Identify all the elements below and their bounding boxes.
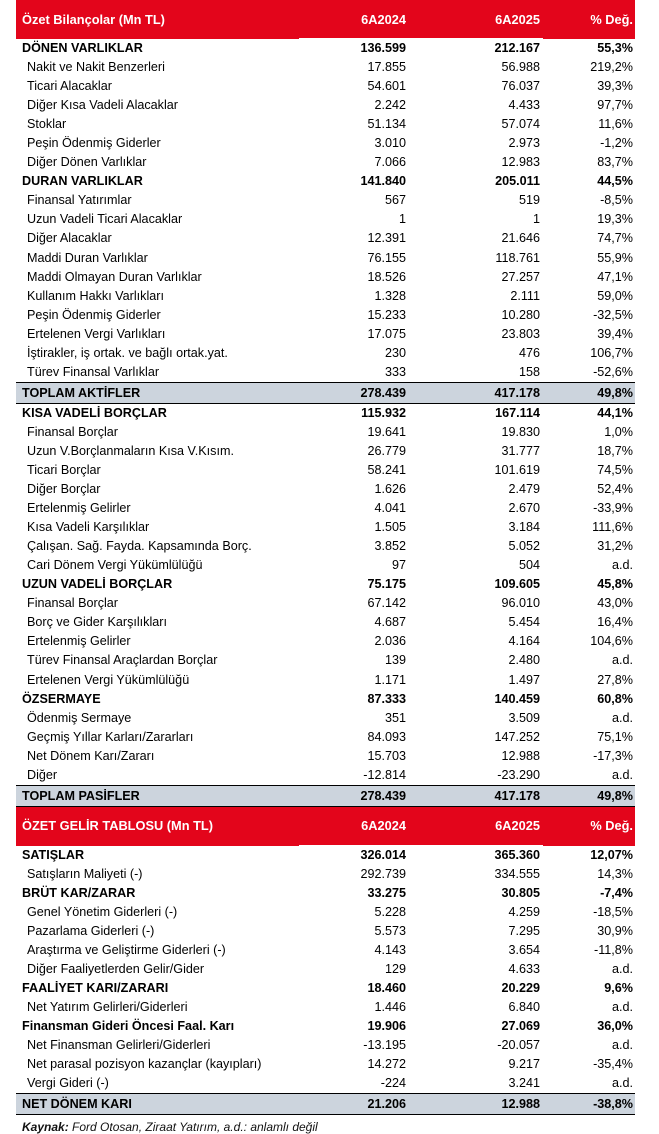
row-label: Kısa Vadeli Karşılıklar xyxy=(27,520,150,535)
row-label: KISA VADELİ BORÇLAR xyxy=(22,405,167,420)
row-value-2: 147.252 xyxy=(494,729,540,744)
row-value-1: 1.171 xyxy=(374,672,406,687)
row-value-2: 3.241 xyxy=(508,1076,540,1091)
row-value-1: 19.906 xyxy=(367,1019,406,1034)
row-value-3: 19,3% xyxy=(597,212,633,227)
row-value-3: a.d. xyxy=(611,1076,633,1091)
table-row xyxy=(16,306,635,325)
row-value-3: 83,7% xyxy=(597,155,633,170)
row-value-3: -17,3% xyxy=(593,748,633,763)
table-row xyxy=(16,115,635,134)
row-value-1: 84.093 xyxy=(367,729,406,744)
row-value-2: 21.646 xyxy=(501,231,540,246)
row-value-1: 141.840 xyxy=(360,174,406,189)
row-value-3: 45,8% xyxy=(597,577,633,592)
row-value-3: 44,1% xyxy=(597,405,633,420)
row-value-3: 104,6% xyxy=(590,634,633,649)
balance-sheet-col1-header: 6A2024 xyxy=(299,0,409,39)
row-label: Pazarlama Giderleri (-) xyxy=(27,923,155,938)
row-value-1: 1.505 xyxy=(374,520,406,535)
row-value-3: a.d. xyxy=(611,962,633,977)
table-row xyxy=(16,594,635,613)
row-value-2: 101.619 xyxy=(494,462,540,477)
row-label: Diğer Borçlar xyxy=(27,482,101,497)
row-value-1: 2.036 xyxy=(374,634,406,649)
row-value-2: -20.057 xyxy=(497,1038,540,1053)
row-value-1: -12.814 xyxy=(363,767,406,782)
row-label: Geçmiş Yıllar Karları/Zararları xyxy=(27,729,194,744)
row-value-1: 136.599 xyxy=(360,41,406,55)
row-value-3: 30,9% xyxy=(597,923,633,938)
row-label: Finansal Borçlar xyxy=(27,596,118,611)
row-label: Ertelenmiş Gelirler xyxy=(27,501,131,516)
row-value-2: 12.988 xyxy=(501,748,540,763)
row-label: Ödenmiş Sermaye xyxy=(27,710,132,725)
table-row xyxy=(16,77,635,96)
row-value-1: 5.573 xyxy=(374,923,406,938)
row-value-2: 30.805 xyxy=(501,885,540,900)
row-value-2: 19.830 xyxy=(501,424,540,439)
row-label: Uzun V.Borçlanmaların Kısa V.Kısım. xyxy=(27,443,234,458)
row-value-3: -32,5% xyxy=(593,307,633,322)
row-value-2: 1.497 xyxy=(508,672,540,687)
income-statement-col2-header: 6A2025 xyxy=(409,807,543,846)
table-row xyxy=(16,884,635,903)
row-label: Nakit ve Nakit Benzerleri xyxy=(27,60,165,75)
row-value-2: 56.988 xyxy=(501,60,540,75)
row-label: Cari Dönem Vergi Yükümlülüğü xyxy=(27,558,203,573)
table-row xyxy=(16,747,635,766)
row-label: Diğer Dönen Varlıklar xyxy=(27,155,147,170)
table-row xyxy=(16,518,635,537)
row-label: Diğer Faaliyetlerden Gelir/Gider xyxy=(27,962,205,977)
row-value-1: 326.014 xyxy=(360,847,406,862)
row-value-2: 4.433 xyxy=(508,98,540,113)
row-value-1: 58.241 xyxy=(367,462,406,477)
row-label: Diğer xyxy=(27,767,58,782)
row-value-2: 23.803 xyxy=(501,326,540,341)
table-row xyxy=(16,461,635,480)
row-label: Net Yatırım Gelirleri/Giderleri xyxy=(27,1000,188,1015)
row-value-3: 14,3% xyxy=(597,866,633,881)
row-value-3: a.d. xyxy=(611,767,633,782)
row-label: TOPLAM AKTİFLER xyxy=(16,382,299,403)
income-statement-col3-header: % Değ. xyxy=(543,807,635,846)
row-value-1: 3.010 xyxy=(374,136,406,151)
row-value-1: 15.703 xyxy=(367,748,406,763)
income-statement-header-row xyxy=(16,807,635,846)
row-value-3: 1,0% xyxy=(604,424,633,439)
row-value-1: 75.175 xyxy=(367,577,406,592)
row-value-1: -13.195 xyxy=(363,1038,406,1053)
row-value-3: -35,4% xyxy=(593,1057,633,1072)
income-statement-body xyxy=(16,807,635,1115)
row-label: Net Finansman Gelirleri/Giderleri xyxy=(27,1038,211,1053)
row-label: Diğer Alacaklar xyxy=(27,231,112,246)
row-value-3: 43,0% xyxy=(597,596,633,611)
row-label: DÖNEN VARLIKLAR xyxy=(22,41,143,55)
row-value-3: 55,9% xyxy=(597,250,633,265)
row-value-1: -224 xyxy=(380,1076,406,1091)
row-value-2: 4.259 xyxy=(508,904,540,919)
row-value-2: 27.069 xyxy=(501,1019,540,1034)
table-row xyxy=(16,480,635,499)
row-value-3: 219,2% xyxy=(590,60,633,75)
row-value-3: 36,0% xyxy=(597,1019,633,1034)
row-value-3: 47,1% xyxy=(597,269,633,284)
row-value-3: 52,4% xyxy=(597,482,633,497)
row-value-2: -23.290 xyxy=(497,767,540,782)
row-value-3: a.d. xyxy=(611,710,633,725)
row-value-3: 60,8% xyxy=(597,691,633,706)
row-value-1: 4.041 xyxy=(374,501,406,516)
table-row xyxy=(16,1036,635,1055)
row-value-2: 1 xyxy=(532,212,540,227)
row-label: Stoklar xyxy=(27,117,67,132)
row-value-3: 18,7% xyxy=(597,443,633,458)
table-row xyxy=(16,537,635,556)
row-label: Maddi Duran Varlıklar xyxy=(27,250,148,265)
row-value-3: 106,7% xyxy=(590,345,633,360)
row-value-3: 12,07% xyxy=(590,847,633,862)
row-value-1: 54.601 xyxy=(367,79,406,94)
table-row xyxy=(16,268,635,287)
row-value-1: 230 xyxy=(384,345,406,360)
row-value-3: -38,8% xyxy=(543,1094,635,1115)
table-row xyxy=(16,325,635,344)
row-label: Net Dönem Karı/Zararı xyxy=(27,748,155,763)
row-value-2: 118.761 xyxy=(495,250,540,265)
table-row xyxy=(16,172,635,191)
income-statement-title: ÖZET GELİR TABLOSU (Mn TL) xyxy=(16,807,299,846)
table-row xyxy=(16,382,635,403)
table-row xyxy=(16,210,635,229)
row-label: Finansal Yatırımlar xyxy=(27,193,132,208)
row-value-2: 109.605 xyxy=(494,577,540,592)
row-value-1: 26.779 xyxy=(367,443,406,458)
balance-sheet-title: Özet Bilançolar (Mn TL) xyxy=(16,0,299,39)
row-value-2: 365.360 xyxy=(494,847,540,862)
table-row xyxy=(16,575,635,594)
balance-sheet-col2-header: 6A2025 xyxy=(409,0,543,39)
source-prefix: Kaynak: xyxy=(22,1120,69,1134)
table-row xyxy=(16,1055,635,1074)
table-row xyxy=(16,766,635,786)
table-row xyxy=(16,229,635,248)
table-row xyxy=(16,39,635,58)
table-row xyxy=(16,403,635,423)
table-row xyxy=(16,865,635,884)
row-value-2: 76.037 xyxy=(501,79,540,94)
row-value-2: 2.973 xyxy=(508,136,540,151)
table-row xyxy=(16,363,635,383)
row-value-1: 15.233 xyxy=(367,307,406,322)
source-note xyxy=(16,1120,635,1134)
balance-sheet-col3-header: % Değ. xyxy=(543,0,635,39)
row-label: Ertelenmiş Gelirler xyxy=(27,634,131,649)
row-label: Çalışan. Sağ. Fayda. Kapsamında Borç. xyxy=(27,539,252,554)
row-value-2: 212.167 xyxy=(494,41,540,55)
row-value-2: 140.459 xyxy=(494,691,540,706)
table-row xyxy=(16,728,635,747)
row-label: Uzun Vadeli Ticari Alacaklar xyxy=(27,212,183,227)
row-value-1: 97 xyxy=(391,558,406,573)
row-value-3: 39,3% xyxy=(597,79,633,94)
row-value-1: 17.075 xyxy=(367,326,406,341)
row-value-1: 351 xyxy=(384,710,406,725)
row-value-2: 334.555 xyxy=(494,866,540,881)
row-value-2: 20.229 xyxy=(501,981,540,996)
row-value-3: -8,5% xyxy=(600,193,633,208)
table-row xyxy=(16,1074,635,1094)
row-value-2: 31.777 xyxy=(501,443,540,458)
row-label: Ticari Alacaklar xyxy=(27,79,112,94)
row-label: Satışların Maliyeti (-) xyxy=(27,866,143,881)
row-value-3: -18,5% xyxy=(593,904,633,919)
income-statement-table xyxy=(16,807,635,1116)
table-row xyxy=(16,344,635,363)
row-value-2: 27.257 xyxy=(501,269,540,284)
row-value-3: a.d. xyxy=(611,558,633,573)
row-value-1: 18.460 xyxy=(367,981,406,996)
table-row xyxy=(16,709,635,728)
table-row xyxy=(16,134,635,153)
row-value-2: 417.178 xyxy=(409,785,543,806)
table-row xyxy=(16,499,635,518)
row-value-2: 2.479 xyxy=(508,482,540,497)
row-label: ÖZSERMAYE xyxy=(22,691,101,706)
row-value-1: 67.142 xyxy=(367,596,406,611)
row-value-1: 278.439 xyxy=(299,785,409,806)
row-label: Genel Yönetim Giderleri (-) xyxy=(27,904,178,919)
row-value-1: 1.626 xyxy=(374,482,406,497)
row-label: NET DÖNEM KARI xyxy=(16,1094,299,1115)
row-label: Ticari Borçlar xyxy=(27,462,101,477)
row-value-1: 292.739 xyxy=(360,866,406,881)
row-value-2: 2.480 xyxy=(508,653,540,668)
row-label: Net parasal pozisyon kazançlar (kayıpları) xyxy=(27,1057,262,1072)
row-value-1: 1.446 xyxy=(374,1000,406,1015)
table-row xyxy=(16,1094,635,1115)
row-value-3: a.d. xyxy=(611,1038,633,1053)
row-value-3: -52,6% xyxy=(593,364,633,379)
table-row xyxy=(16,613,635,632)
row-value-3: -7,4% xyxy=(600,885,633,900)
row-value-1: 7.066 xyxy=(374,155,406,170)
row-value-1: 4.143 xyxy=(374,943,406,958)
table-row xyxy=(16,651,635,670)
row-label: Türev Finansal Araçlardan Borçlar xyxy=(27,653,218,668)
table-row xyxy=(16,979,635,998)
row-value-1: 76.155 xyxy=(367,250,406,265)
row-value-1: 51.134 xyxy=(367,117,406,132)
row-label: Borç ve Gider Karşılıkları xyxy=(27,615,167,630)
row-value-2: 4.164 xyxy=(508,634,540,649)
row-value-2: 12.983 xyxy=(501,155,540,170)
table-row xyxy=(16,58,635,77)
table-row xyxy=(16,846,635,865)
row-value-1: 4.687 xyxy=(374,615,406,630)
row-value-1: 2.242 xyxy=(374,98,406,113)
row-label: Maddi Olmayan Duran Varlıklar xyxy=(27,269,202,284)
row-value-2: 417.178 xyxy=(409,382,543,403)
row-value-1: 1 xyxy=(398,212,406,227)
row-value-3: a.d. xyxy=(611,653,633,668)
row-value-3: 16,4% xyxy=(597,615,633,630)
row-value-2: 5.454 xyxy=(508,615,540,630)
income-statement-col1-header: 6A2024 xyxy=(299,807,409,846)
row-value-2: 57.074 xyxy=(501,117,540,132)
row-label: Finansman Gideri Öncesi Faal. Karı xyxy=(22,1019,235,1034)
row-value-1: 17.855 xyxy=(367,60,406,75)
row-value-3: 49,8% xyxy=(543,785,635,806)
row-value-3: -33,9% xyxy=(593,501,633,516)
row-label: Diğer Kısa Vadeli Alacaklar xyxy=(27,98,178,113)
row-label: FAALİYET KARI/ZARARI xyxy=(22,981,169,996)
row-value-2: 2.670 xyxy=(508,501,540,516)
row-value-3: 111,6% xyxy=(592,520,633,535)
row-value-1: 18.526 xyxy=(367,269,406,284)
row-value-1: 139 xyxy=(384,653,406,668)
row-value-2: 5.052 xyxy=(508,539,540,554)
row-value-1: 1.328 xyxy=(374,288,406,303)
row-value-2: 504 xyxy=(518,558,540,573)
table-row xyxy=(16,191,635,210)
table-row xyxy=(16,998,635,1017)
row-label: Peşin Ödenmiş Giderler xyxy=(27,307,161,322)
table-row xyxy=(16,690,635,709)
row-label: Peşin Ödenmiş Giderler xyxy=(27,136,161,151)
row-value-3: -1,2% xyxy=(600,136,633,151)
row-label: BRÜT KAR/ZARAR xyxy=(22,885,136,900)
row-value-2: 7.295 xyxy=(508,923,540,938)
row-label: Ertelenen Vergi Varlıkları xyxy=(27,326,166,341)
row-value-3: 55,3% xyxy=(597,41,633,55)
row-value-3: 49,8% xyxy=(543,382,635,403)
table-row xyxy=(16,153,635,172)
row-value-3: 97,7% xyxy=(597,98,633,113)
row-value-2: 3.654 xyxy=(508,943,540,958)
row-value-2: 10.280 xyxy=(501,307,540,322)
balance-sheet-header-row xyxy=(16,0,635,39)
row-value-1: 5.228 xyxy=(374,904,406,919)
row-value-1: 115.932 xyxy=(361,405,406,420)
row-value-1: 87.333 xyxy=(367,691,406,706)
row-value-2: 12.988 xyxy=(409,1094,543,1115)
row-label: SATIŞLAR xyxy=(22,847,85,862)
row-value-3: 44,5% xyxy=(597,174,633,189)
row-label: TOPLAM PASİFLER xyxy=(16,785,299,806)
row-label: Finansal Borçlar xyxy=(27,424,118,439)
row-value-2: 205.011 xyxy=(495,174,540,189)
row-value-2: 96.010 xyxy=(501,596,540,611)
row-value-2: 3.184 xyxy=(508,520,540,535)
row-label: UZUN VADELİ BORÇLAR xyxy=(22,577,173,592)
row-value-1: 3.852 xyxy=(374,539,406,554)
table-row xyxy=(16,96,635,115)
table-row xyxy=(16,632,635,651)
row-value-2: 519 xyxy=(518,193,540,208)
table-row xyxy=(16,960,635,979)
row-label: Vergi Gideri (-) xyxy=(27,1076,109,1091)
row-value-3: 11,6% xyxy=(598,117,633,132)
row-value-2: 2.111 xyxy=(510,288,540,303)
table-row xyxy=(16,442,635,461)
table-row xyxy=(16,785,635,806)
source-text: Ford Otosan, Ziraat Yatırım, a.d.: anlamlı değil xyxy=(72,1120,318,1134)
table-row xyxy=(16,1017,635,1036)
table-row xyxy=(16,671,635,690)
table-row xyxy=(16,423,635,442)
row-label: Ertelenen Vergi Yükümlülüğü xyxy=(27,672,190,687)
row-label: Araştırma ve Geliştirme Giderleri (-) xyxy=(27,943,226,958)
row-value-2: 158 xyxy=(518,364,540,379)
table-row xyxy=(16,922,635,941)
row-value-1: 14.272 xyxy=(367,1057,406,1072)
row-value-2: 4.633 xyxy=(508,962,540,977)
row-value-2: 9.217 xyxy=(508,1057,540,1072)
row-value-3: 59,0% xyxy=(597,288,633,303)
row-label: Kullanım Hakkı Varlıkları xyxy=(27,288,164,303)
row-value-1: 21.206 xyxy=(299,1094,409,1115)
row-value-1: 278.439 xyxy=(299,382,409,403)
row-value-3: 74,7% xyxy=(597,231,633,246)
row-value-3: 74,5% xyxy=(597,462,633,477)
row-value-2: 3.509 xyxy=(508,710,540,725)
row-label: İştirakler, iş ortak. ve bağlı ortak.yat. xyxy=(27,345,228,360)
row-value-2: 167.114 xyxy=(495,405,540,420)
row-value-3: 31,2% xyxy=(597,539,633,554)
table-row xyxy=(16,249,635,268)
row-value-1: 567 xyxy=(384,193,406,208)
table-row xyxy=(16,903,635,922)
table-row xyxy=(16,556,635,575)
row-value-3: 39,4% xyxy=(597,326,633,341)
row-value-2: 6.840 xyxy=(508,1000,540,1015)
row-label: DURAN VARLIKLAR xyxy=(22,174,143,189)
balance-sheet-body xyxy=(16,0,635,806)
row-value-2: 476 xyxy=(518,345,540,360)
balance-sheet-table xyxy=(16,0,635,807)
row-value-3: 75,1% xyxy=(597,729,633,744)
row-value-3: -11,8% xyxy=(594,943,633,958)
row-value-3: 27,8% xyxy=(597,672,633,687)
row-label: Türev Finansal Varlıklar xyxy=(27,364,160,379)
row-value-1: 33.275 xyxy=(367,885,406,900)
row-value-1: 333 xyxy=(384,364,406,379)
row-value-1: 12.391 xyxy=(367,231,406,246)
table-row xyxy=(16,287,635,306)
row-value-3: a.d. xyxy=(611,1000,633,1015)
row-value-1: 19.641 xyxy=(367,424,406,439)
table-row xyxy=(16,941,635,960)
row-value-1: 129 xyxy=(384,962,406,977)
row-value-3: 9,6% xyxy=(604,981,633,996)
